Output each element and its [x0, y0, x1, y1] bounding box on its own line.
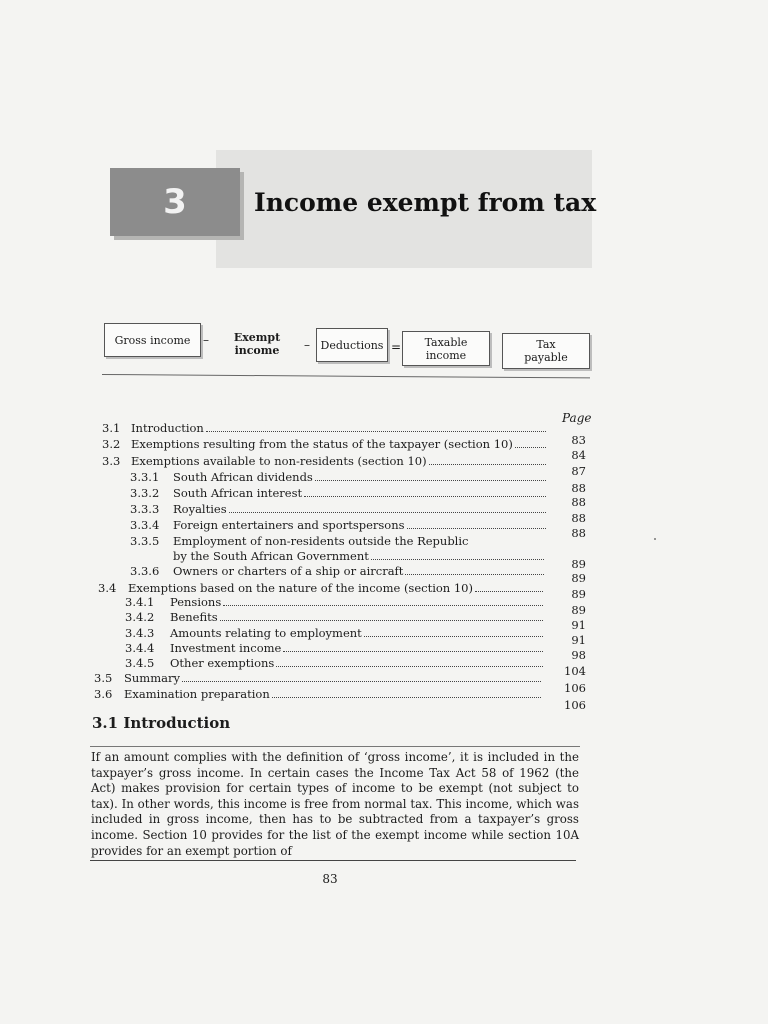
toc-entry-title-text: Exemptions resulting from the status of the taxpayer (section 10) — [131, 437, 513, 451]
toc-entry-title-text: Exemptions based on the nature of the income (section 10) — [128, 581, 473, 595]
section-paragraph: If an amount complies with the definition of ‘gross income’, it is included in the taxpayer’s gross income. In certain cases the Income Tax Act 58 of 1962 (the Act) makes provision for certain types of income to be exempt (not subject to tax). In other words, this income is free from normal tax. This income, which was included in gross income, then has to be subtracted from a taxpayer’s gross income. Section 10 provides for the list of the exempt income while section 10A provides for an exempt portion of — [91, 750, 579, 858]
toc-entry-page: 104 — [564, 664, 586, 678]
toc-entry-title-text: Benefits — [170, 610, 218, 624]
toc-entry-page: 89 — [571, 571, 586, 585]
section-divider — [90, 746, 580, 747]
toc-entry-page: 98 — [571, 648, 586, 662]
section-heading: 3.1 Introduction — [92, 714, 231, 732]
toc-entry-title-text: Summary — [124, 671, 180, 685]
toc-entry-page: 88 — [571, 511, 586, 525]
gross-income-box — [104, 323, 201, 357]
toc-entry-title-text: Exemptions available to non-residents (section 10) — [131, 454, 427, 468]
toc-entry-title-text: Foreign entertainers and sportspersons — [173, 518, 405, 532]
toc-entry-number: 3.4.3 — [125, 626, 155, 640]
toc-entry-number: 3.4.5 — [125, 656, 155, 670]
toc-entry-number: 3.3.2 — [130, 486, 160, 500]
deductions-label: Deductions — [320, 338, 384, 352]
toc-page-header: Page — [562, 411, 592, 425]
toc-entry-title-text: Pensions — [170, 595, 222, 609]
toc-entry-page: 83 — [571, 433, 586, 447]
toc-entry-number: 3.4.2 — [125, 610, 155, 624]
toc-entry-number: 3.5 — [94, 671, 113, 685]
toc-entry-number: 3.4 — [98, 581, 117, 595]
toc-entry-page: 89 — [571, 557, 586, 571]
toc-entry-number: 3.4.1 — [125, 595, 155, 609]
toc-entry-page: 91 — [571, 618, 586, 632]
toc-entry-page: 88 — [571, 495, 586, 509]
toc-entry-number: 3.6 — [94, 687, 113, 701]
toc-entry-title-text: Amounts relating to employment — [170, 626, 362, 640]
toc-entry-title-text: Examination preparation — [124, 687, 270, 701]
minus-operator-2: – — [304, 338, 310, 352]
toc-entry — [0, 533, 768, 549]
toc-entry-number: 3.3.4 — [130, 518, 160, 532]
chapter-title: Income exempt from tax — [254, 188, 597, 217]
diagram-divider — [102, 374, 590, 378]
chapter-number-box — [110, 168, 240, 236]
toc-entry-title-text: Employment of non-residents outside the Republic — [173, 534, 469, 548]
toc-entry-title-text: Royalties — [173, 502, 227, 516]
toc-entry-title-text: by the South African Government — [173, 549, 369, 563]
toc-entry-title-text: Other exemptions — [170, 656, 275, 670]
equals-operator: = — [391, 340, 402, 354]
toc-entry-page: 87 — [571, 464, 586, 478]
toc-entry-number: 3.3.6 — [130, 564, 160, 578]
toc-entry-page: 106 — [564, 698, 586, 712]
minus-operator: – — [203, 333, 209, 347]
taxable-income-label: Taxable income — [424, 335, 468, 362]
toc-entry-number: 3.1 — [102, 421, 121, 435]
toc-entry-title-text: Owners or charters of a ship or aircraft — [173, 564, 404, 578]
gross-income-label: Gross income — [114, 333, 191, 347]
toc-entry-page: 89 — [571, 603, 586, 617]
exempt-income-label: Exempt income — [233, 331, 281, 357]
toc-entry-page: 89 — [571, 587, 586, 601]
toc-entry-page: 84 — [571, 448, 586, 462]
toc-entry-title-text: South African interest — [173, 486, 303, 500]
toc-entry-number: 3.4.4 — [125, 641, 155, 655]
toc-entry-page: 106 — [564, 681, 586, 695]
toc-entry-page: 88 — [571, 526, 586, 540]
page-number: 83 — [322, 872, 338, 886]
toc-entry-number: 3.3 — [102, 454, 121, 468]
toc-page-cell — [0, 697, 768, 713]
chapter-number: 3 — [163, 182, 187, 222]
toc-entry-number: 3.3.3 — [130, 502, 160, 516]
toc-entry-number: 3.3.5 — [130, 534, 160, 548]
scan-speck — [654, 538, 656, 540]
tax-payable-box — [502, 333, 590, 369]
deductions-box — [316, 328, 388, 362]
toc-entry-title — [173, 533, 469, 549]
toc-entry-number: 3.3.1 — [130, 470, 160, 484]
taxable-income-box — [402, 331, 490, 366]
toc-entry-number: 3.2 — [102, 437, 121, 451]
toc-entry-title-text: South African dividends — [173, 470, 313, 484]
toc-entry-title-text: Introduction — [131, 421, 204, 435]
toc-entry-page: 88 — [571, 481, 586, 495]
toc-entry-title-text: Investment income — [170, 641, 282, 655]
footer-divider — [90, 860, 576, 861]
toc-entry-page: 91 — [571, 633, 586, 647]
tax-payable-label: Tax payable — [524, 338, 568, 364]
